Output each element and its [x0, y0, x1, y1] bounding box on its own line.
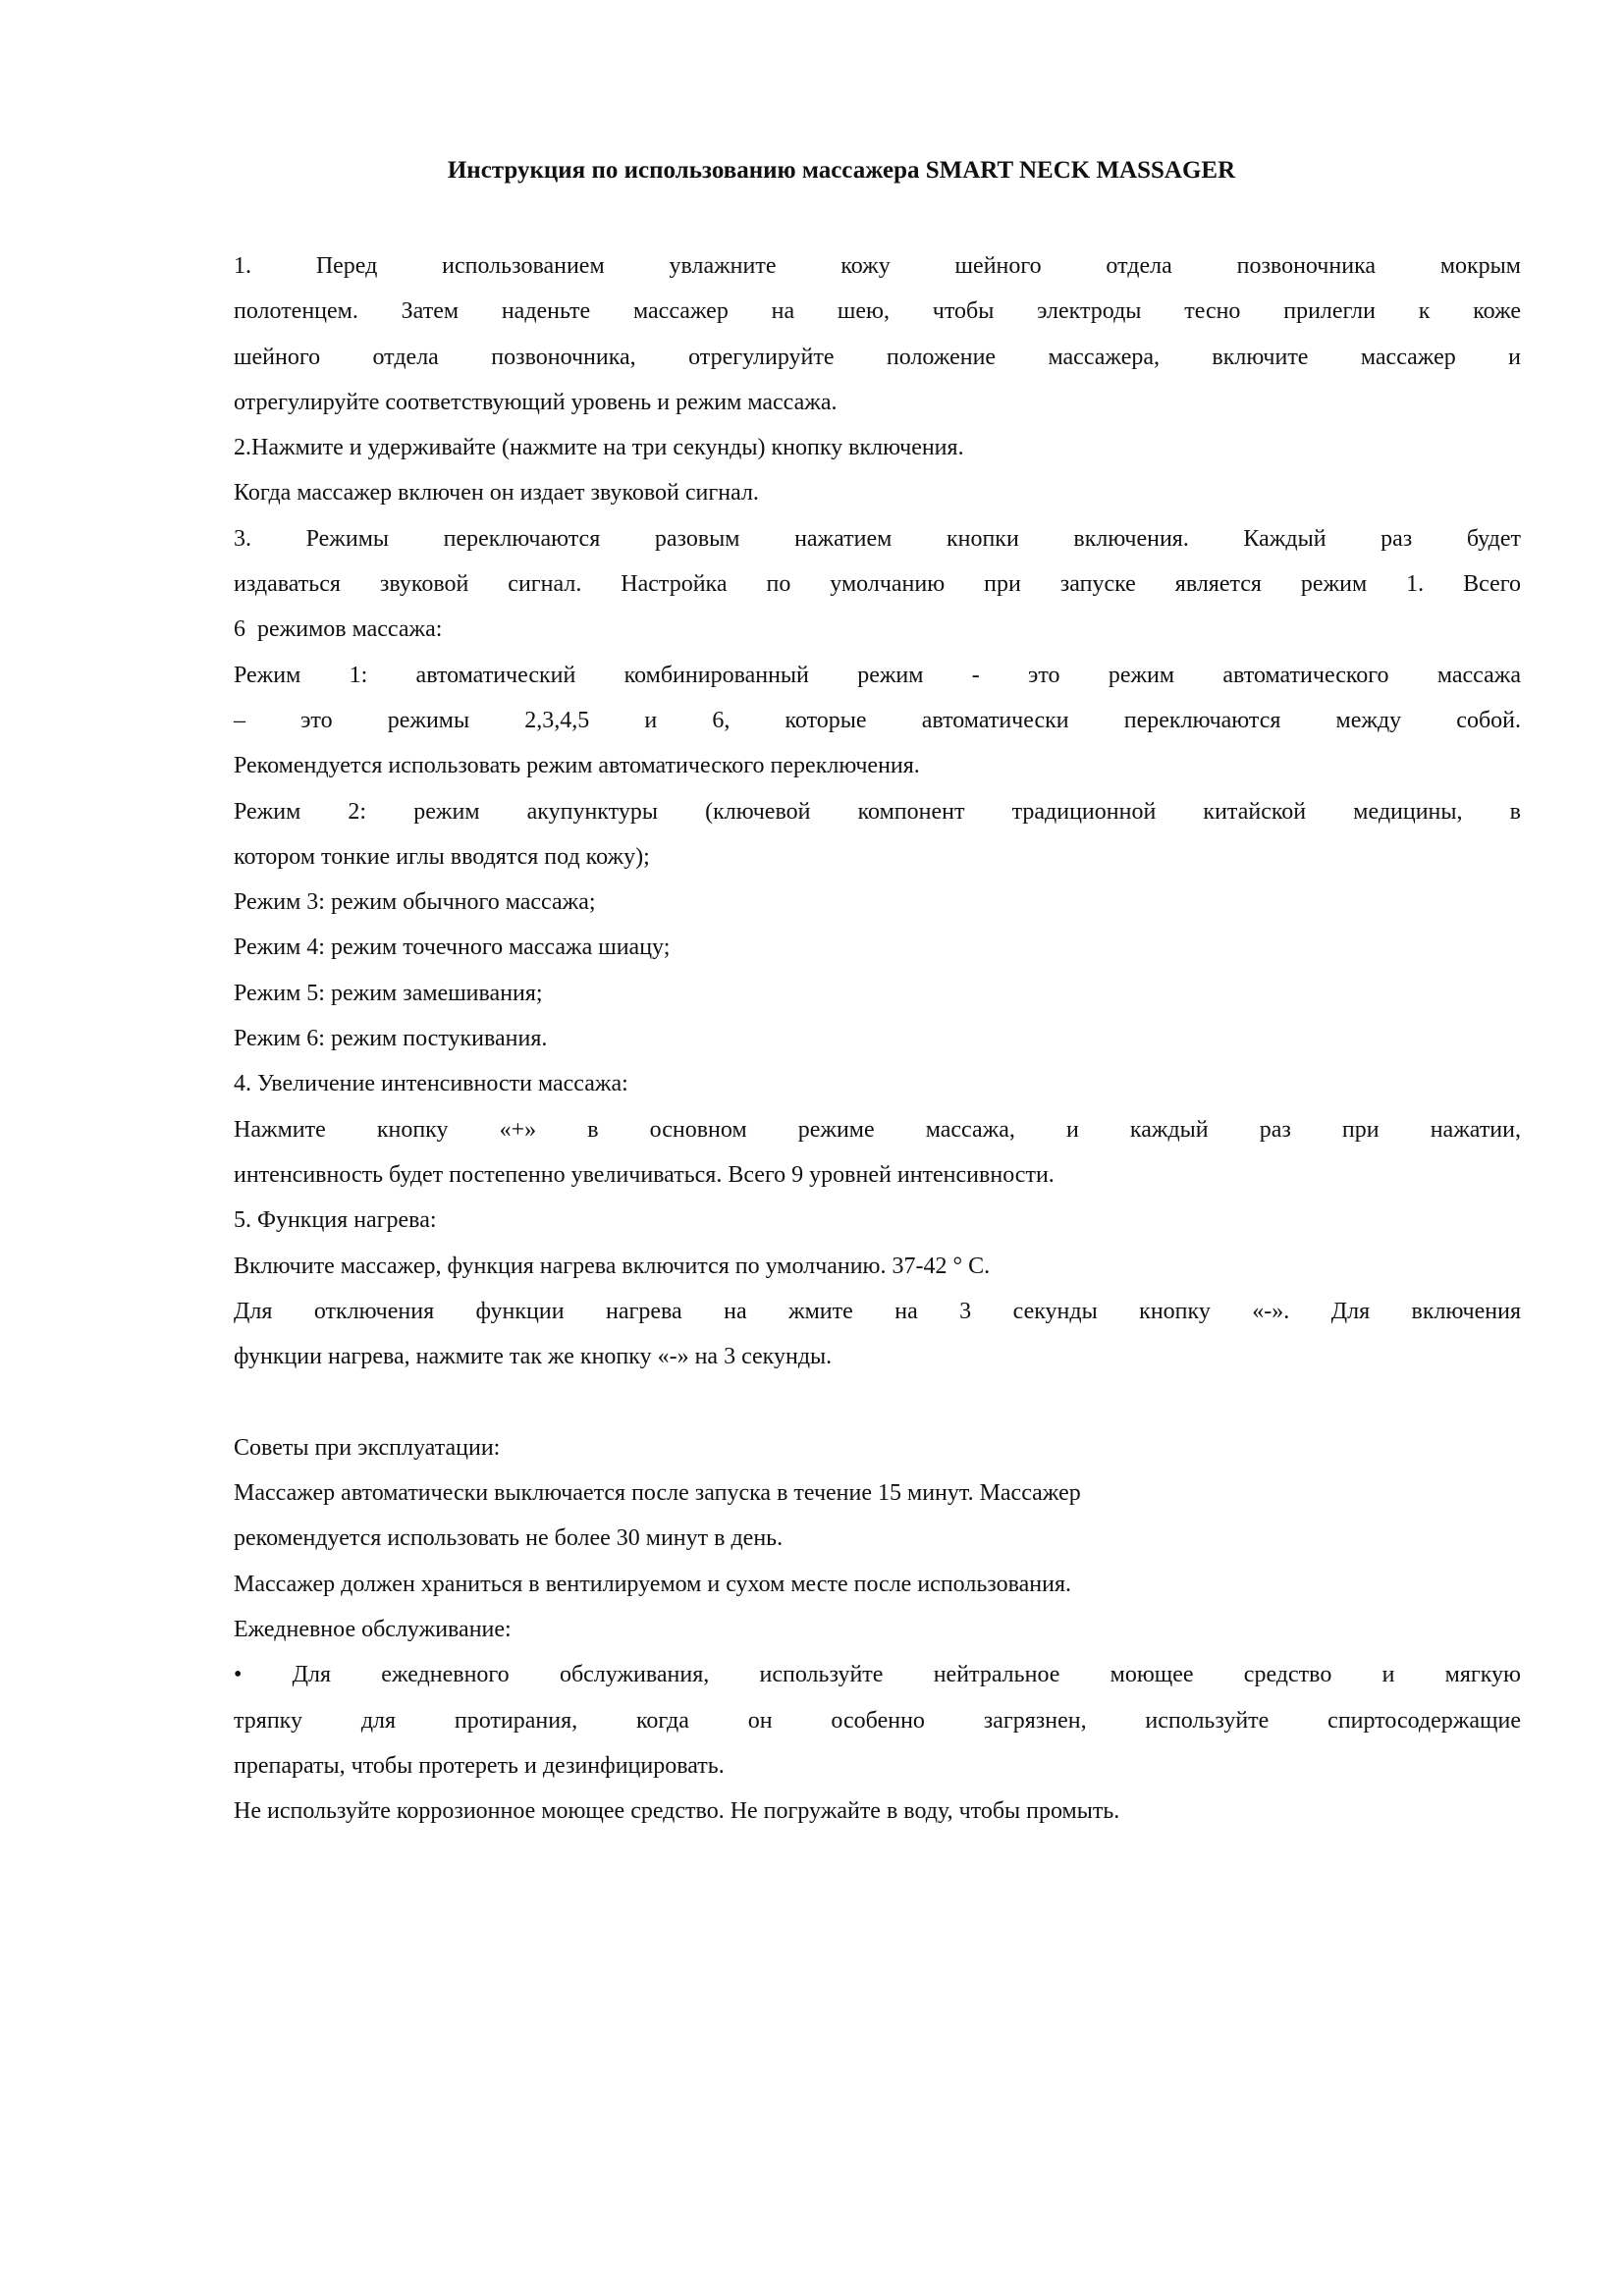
- text-line: издаваться звуковой сигнал. Настройка по умолчанию при запуске является режим 1. Всего: [234, 571, 1521, 598]
- text-line: тряпку для протирания, когда он особенно загрязнен, используйте спиртосодержащие: [234, 1707, 1521, 1734]
- text-line: котором тонкие иглы вводятся под кожу);: [234, 843, 650, 870]
- text-line: 6 режимов массажа:: [234, 616, 443, 643]
- text-line: 3. Режимы переключаются разовым нажатием кнопки включения. Каждый раз будет: [234, 525, 1521, 552]
- text-line: Режим 5: режим замешивания;: [234, 980, 543, 1006]
- text-line: Не используйте коррозионное моющее средство. Не погружайте в воду, чтобы промыть.: [234, 1798, 1120, 1825]
- text-line: препараты, чтобы протереть и дезинфицировать.: [234, 1752, 725, 1779]
- text-line: функции нагрева, нажмите так же кнопку «-» на 3 секунды.: [234, 1344, 833, 1370]
- text-line: Массажер автоматически выключается после запуска в течение 15 минут. Массажер: [234, 1480, 1081, 1507]
- text-line: – это режимы 2,3,4,5 и 6, которые автоматически переключаются между собой.: [234, 707, 1521, 733]
- text-line: Для отключения функции нагрева на жмите на 3 секунды кнопку «-». Для включения: [234, 1298, 1521, 1324]
- text-line: [234, 1386, 1521, 1431]
- text-line: Режим 1: автоматический комбинированный режим - это режим автоматического массажа: [234, 662, 1521, 688]
- text-line: интенсивность будет постепенно увеличиваться. Всего 9 уровней интенсивности.: [234, 1161, 1055, 1188]
- text-line: полотенцем. Затем наденьте массажер на шею, чтобы электроды тесно прилегли к коже: [234, 298, 1521, 325]
- text-line: Режим 2: режим акупунктуры (ключевой компонент традиционной китайской медицины, в: [234, 798, 1521, 825]
- text-line: Ежедневное обслуживание:: [234, 1616, 512, 1642]
- text-line: отрегулируйте соответствующий уровень и режим массажа.: [234, 389, 838, 415]
- text-line: 2.Нажмите и удерживайте (нажмите на три секунды) кнопку включения.: [234, 435, 964, 461]
- text-line: Нажмите кнопку «+» в основном режиме массажа, и каждый раз при нажатии,: [234, 1116, 1521, 1143]
- text-line: Включите массажер, функция нагрева включится по умолчанию. 37-42 ° С.: [234, 1253, 991, 1279]
- text-line: 4. Увеличение интенсивности массажа:: [234, 1071, 628, 1097]
- text-line: Советы при эксплуатации:: [234, 1434, 501, 1461]
- document-title: Инструкция по использованию массажера SMART NECK MASSAGER: [447, 157, 1236, 184]
- text-line: Рекомендуется использовать режим автоматического переключения.: [234, 753, 920, 779]
- text-line: 1. Перед использованием увлажните кожу шейного отдела позвоночника мокрым: [234, 253, 1521, 279]
- text-line: рекомендуется использовать не более 30 минут в день.: [234, 1525, 784, 1552]
- text-line: Когда массажер включен он издает звуковой сигнал.: [234, 480, 759, 507]
- text-line: 5. Функция нагрева:: [234, 1207, 437, 1234]
- text-line: Режим 4: режим точечного массажа шиацу;: [234, 934, 671, 961]
- document-body: [234, 250, 1521, 1841]
- text-line: Режим 3: режим обычного массажа;: [234, 889, 596, 916]
- text-line: • Для ежедневного обслуживания, используйте нейтральное моющее средство и мягкую: [234, 1662, 1521, 1688]
- text-line: Массажер должен храниться в вентилируемом и сухом месте после использования.: [234, 1571, 1071, 1597]
- text-line: шейного отдела позвоночника, отрегулируйте положение массажера, включите массажер и: [234, 344, 1521, 370]
- text-line: Режим 6: режим постукивания.: [234, 1026, 548, 1052]
